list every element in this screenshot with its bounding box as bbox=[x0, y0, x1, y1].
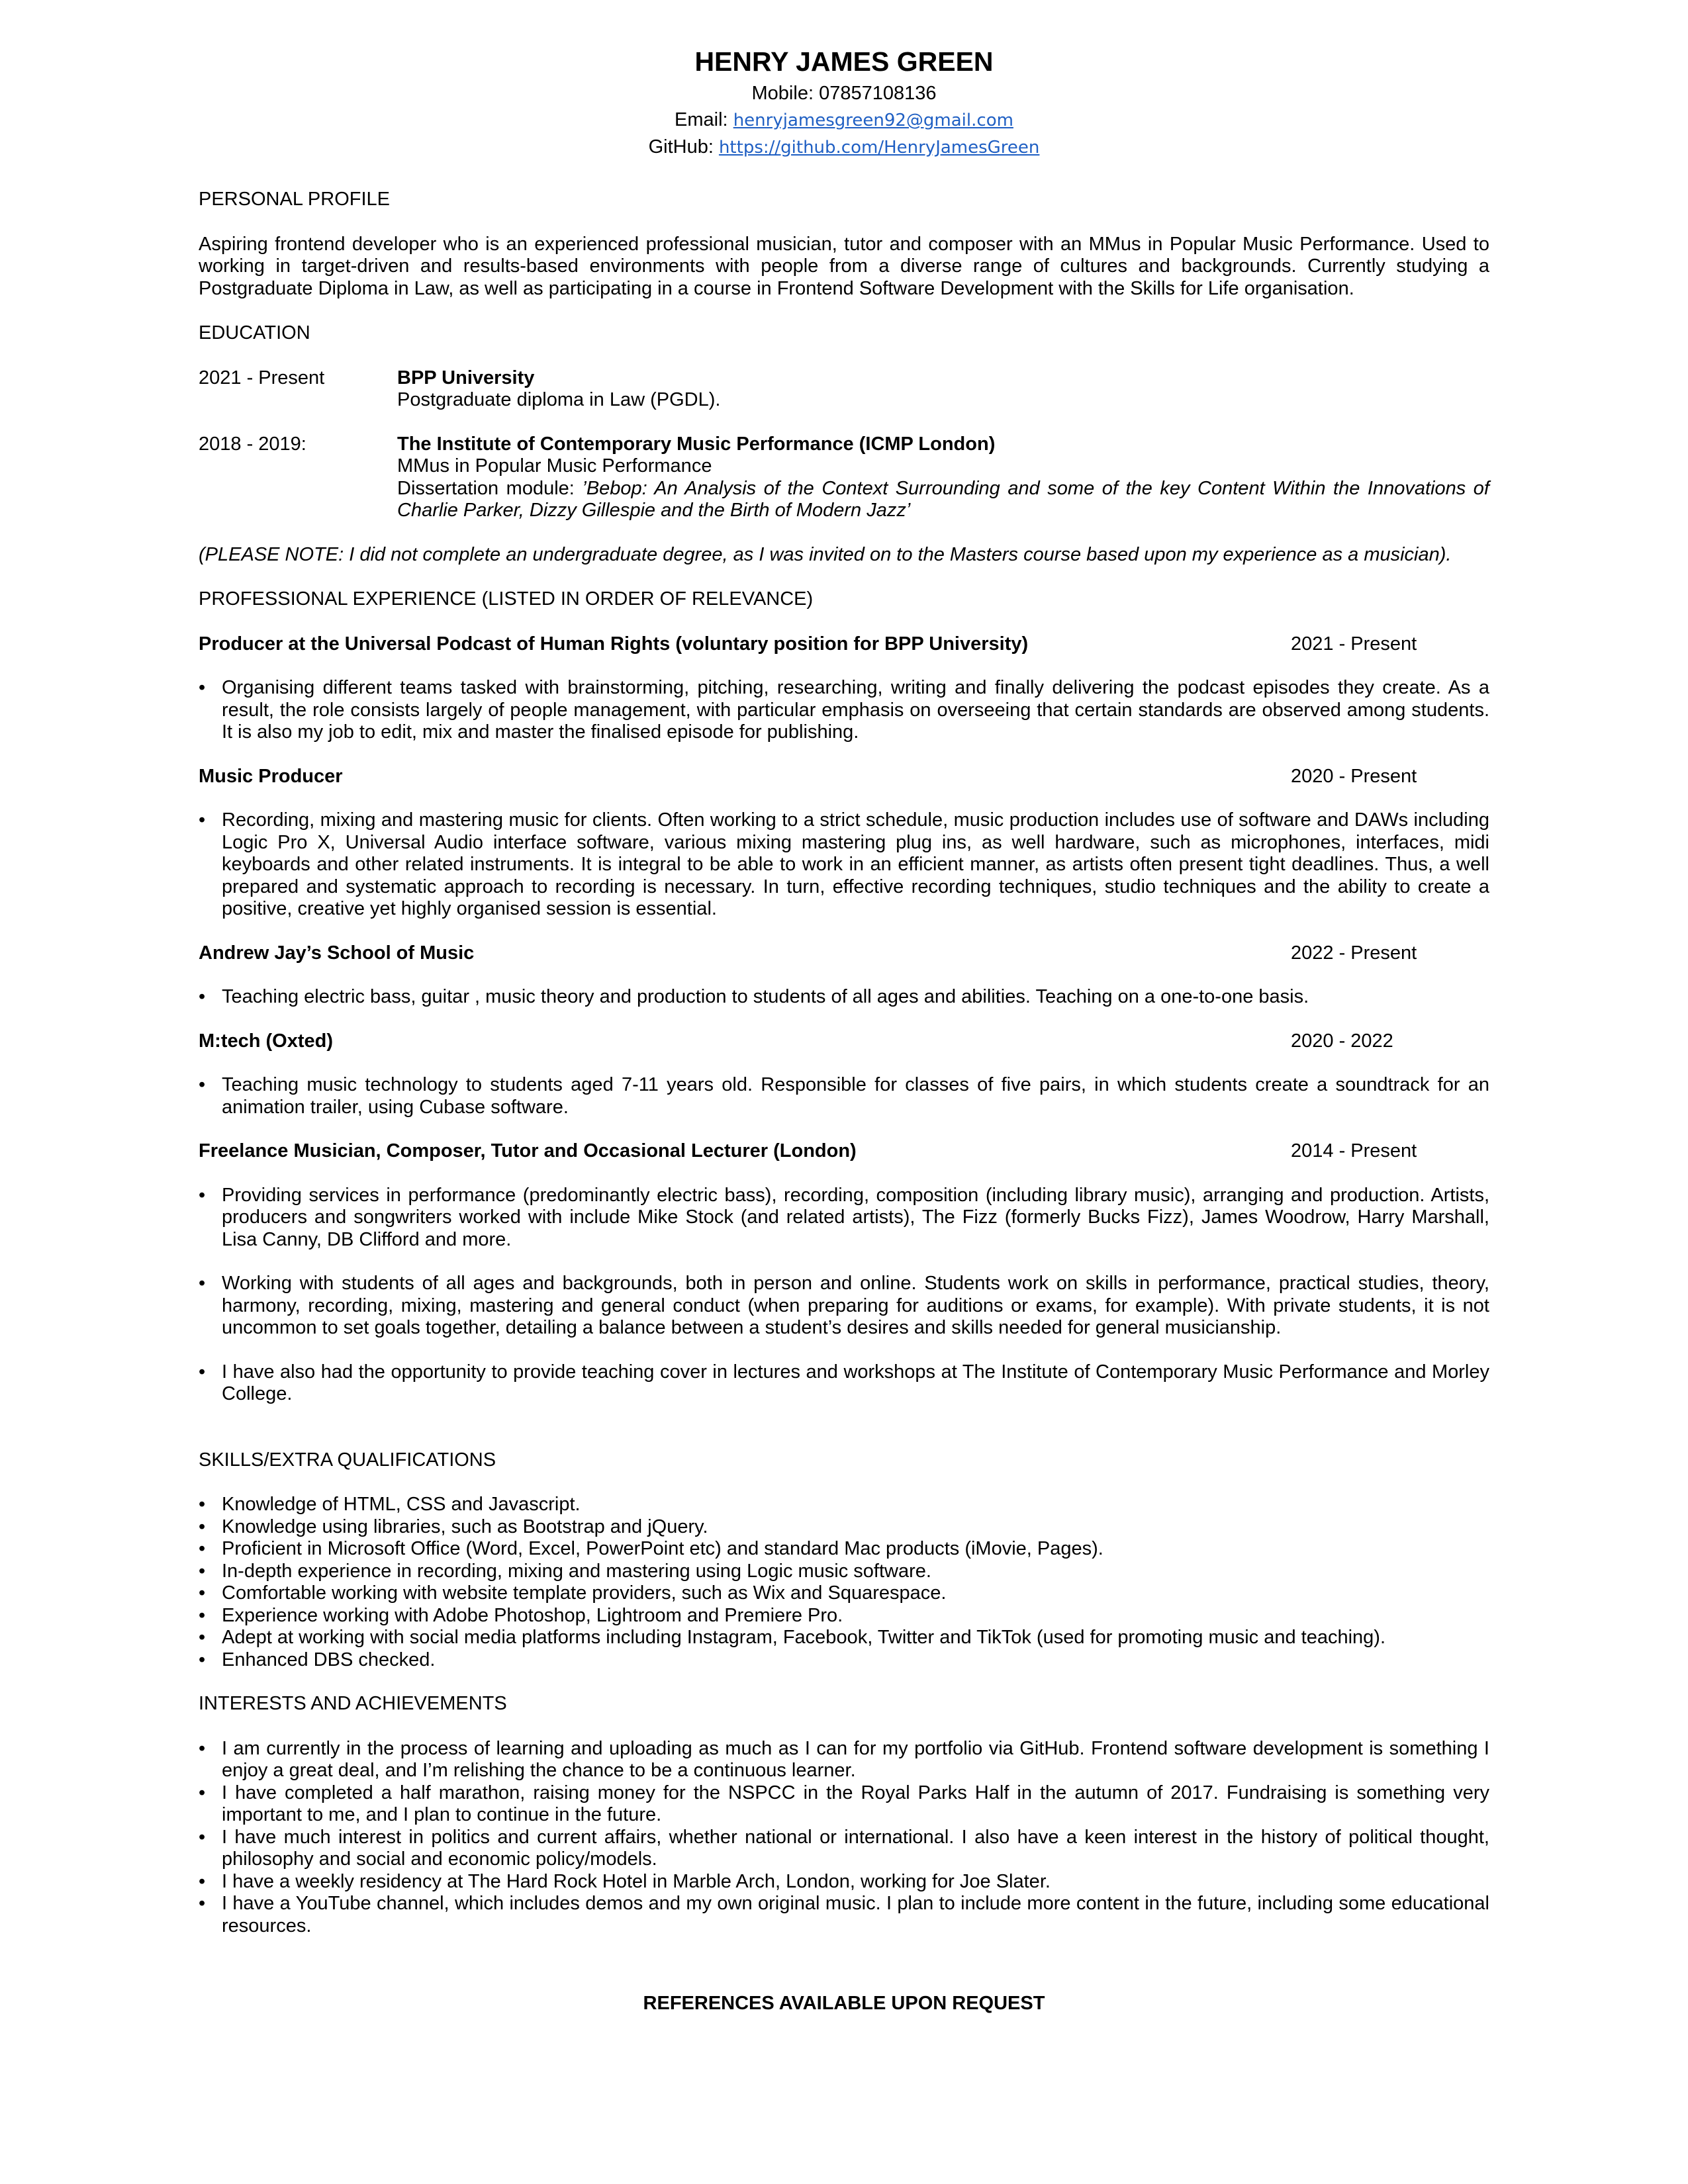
dissertation-label: Dissertation module: bbox=[397, 477, 583, 499]
skills-heading: SKILLS/EXTRA QUALIFICATIONS bbox=[199, 1449, 496, 1471]
mobile-number: 07857108136 bbox=[819, 83, 937, 104]
interest-item: • I have a YouTube channel, which includes demos and my own original music. I plan to include more content in the future, including some educational resources. bbox=[199, 1893, 1489, 1937]
job-bullets bbox=[199, 1074, 1489, 1118]
skill-item: • Enhanced DBS checked. bbox=[199, 1649, 1489, 1672]
interest-item: • I have completed a half marathon, raising money for the NSPCC in the Royal Parks Half in the autumn of 2017. Fundraising is something very important to me, and I plan to continue in the future. bbox=[199, 1782, 1489, 1827]
interest-item: • I have much interest in politics and current affairs, whether national or international. I also have a keen interest in the history of political thought, philosophy and social and economic policy/models. bbox=[199, 1827, 1489, 1871]
dissertation-line bbox=[397, 478, 1489, 522]
education-note: (PLEASE NOTE: I did not complete an undergraduate degree, as I was invited on to the Masters course based upon my experience as a musician). bbox=[199, 543, 1452, 565]
job-date: 2022 - Present bbox=[1291, 942, 1417, 964]
job-bullets bbox=[199, 809, 1489, 921]
github-label: GitHub: bbox=[648, 136, 719, 158]
skills-list bbox=[199, 1494, 1489, 1671]
experience-heading: PROFESSIONAL EXPERIENCE (LISTED IN ORDER OF RELEVANCE) bbox=[199, 588, 814, 610]
interests-list bbox=[199, 1738, 1489, 1938]
email-label: Email: bbox=[675, 109, 733, 130]
job-header bbox=[199, 1030, 1489, 1053]
job-title: Freelance Musician, Composer, Tutor and Occasional Lecturer (London) bbox=[199, 1140, 857, 1161]
mobile-label: Mobile: bbox=[751, 83, 820, 104]
education-heading: EDUCATION bbox=[199, 322, 310, 343]
interest-item: • I have a weekly residency at The Hard Rock Hotel in Marble Arch, London, working for Joe Slater. bbox=[199, 1871, 1489, 1893]
job-date: 2021 - Present bbox=[1291, 633, 1417, 655]
education-date: 2021 - Present bbox=[199, 367, 325, 388]
skill-item: • Knowledge of HTML, CSS and Javascript. bbox=[199, 1494, 1489, 1516]
job-header bbox=[199, 766, 1489, 788]
job-date: 2014 - Present bbox=[1291, 1140, 1417, 1161]
skill-item: • Adept at working with social media platforms including Instagram, Facebook, Twitter and TikTok (used for promoting music and teaching). bbox=[199, 1627, 1489, 1649]
profile-heading: PERSONAL PROFILE bbox=[199, 189, 391, 210]
skill-item: • In-depth experience in recording, mixing and mastering using Logic music software. bbox=[199, 1561, 1489, 1583]
job-title: Andrew Jay’s School of Music bbox=[199, 942, 475, 964]
profile-text: Aspiring frontend developer who is an experienced professional musician, tutor and composer with an MMus in Popular Music Performance. Used to working in target-driven and results-based environments with people from a diverse range of cultures and backgrounds. Currently studying a Postgraduate Diploma in Law, as well as participating in a course in Frontend Software Development with the Skills for Life organisation. bbox=[199, 233, 1489, 299]
interest-item: • I am currently in the process of learning and uploading as much as I can for my portfolio via GitHub. Frontend software development is something I enjoy a great deal, and I’m relishing the chance to be a continuous learner. bbox=[199, 1738, 1489, 1782]
education-entry bbox=[199, 367, 1489, 412]
email-line bbox=[199, 107, 1489, 134]
education-course: Postgraduate diploma in Law (PGDL). bbox=[397, 389, 721, 410]
job-bullets bbox=[199, 677, 1489, 744]
education-details bbox=[397, 433, 1489, 522]
skill-item: • Experience working with Adobe Photoshop, Lightroom and Premiere Pro. bbox=[199, 1605, 1489, 1627]
email-link[interactable]: henryjamesgreen92@gmail.com bbox=[733, 111, 1013, 130]
interests-heading: INTERESTS AND ACHIEVEMENTS bbox=[199, 1693, 507, 1714]
mobile-line bbox=[199, 80, 1489, 107]
section-spacer bbox=[199, 1428, 1489, 1449]
skill-item: • Proficient in Microsoft Office (Word, Excel, PowerPoint etc) and standard Mac products (iMovie, Pages). bbox=[199, 1538, 1489, 1561]
job-header bbox=[199, 633, 1489, 656]
job-bullet: • Working with students of all ages and backgrounds, both in person and online. Students work on skills in performance, practical studies, theory, harmony, recording, mixing, mastering and general conduct (when preparing for auditions or exams, for example). With private students, it is not uncommon to set goals together, detailing a balance between a student’s desires and skills needed for general musicianship. bbox=[199, 1273, 1489, 1340]
job-bullet: • Teaching music technology to students aged 7-11 years old. Responsible for classes of five pairs, in which students create a soundtrack for an animation trailer, using Cubase software. bbox=[199, 1074, 1489, 1118]
references-note: REFERENCES AVAILABLE UPON REQUEST bbox=[643, 1993, 1045, 2014]
job-title: M:tech (Oxted) bbox=[199, 1030, 333, 1052]
skill-item: • Comfortable working with website template providers, such as Wix and Squarespace. bbox=[199, 1582, 1489, 1605]
education-institution: The Institute of Contemporary Music Performance (ICMP London) bbox=[397, 433, 996, 455]
job-header bbox=[199, 942, 1489, 965]
education-date: 2018 - 2019: bbox=[199, 433, 306, 455]
job-bullets bbox=[199, 1185, 1489, 1406]
job-bullet: • Recording, mixing and mastering music for clients. Often working to a strict schedule, music production includes use of software and DAWs including Logic Pro X, Universal Audio interface software, various mixing mastering plug ins, as well hardware, such as microphones, interfaces, midi keyboards and other related instruments. It is integral to be able to work in an efficient manner, as artists often present tight deadlines. Thus, a well prepared and systematic approach to recording is necessary. In turn, effective recording techniques, studio techniques and the ability to create a positive, creative yet highly organised session is essential. bbox=[199, 809, 1489, 921]
github-link[interactable]: https://github.com/HenryJamesGreen bbox=[718, 138, 1040, 158]
job-bullet: • Organising different teams tasked with brainstorming, pitching, researching, writing and finally delivering the podcast episodes they create. As a result, the role consists largely of people management, with particular emphasis on overseeing that certain standards are observed among students. It is also my job to edit, mix and master the finalised episode for publishing. bbox=[199, 677, 1489, 744]
job-title: Producer at the Universal Podcast of Human Rights (voluntary position for BPP University) bbox=[199, 633, 1029, 655]
job-date: 2020 - 2022 bbox=[1291, 1030, 1393, 1052]
job-header bbox=[199, 1140, 1489, 1163]
education-institution: BPP University bbox=[397, 367, 535, 388]
job-bullets bbox=[199, 986, 1489, 1009]
job-bullet: • Teaching electric bass, guitar , music theory and production to students of all ages and abilities. Teaching on a one-to-one basis. bbox=[199, 986, 1489, 1009]
resume-header bbox=[199, 44, 1489, 161]
job-bullet: • Providing services in performance (predominantly electric bass), recording, composition (including library music), arranging and production. Artists, producers and songwriters worked with include Mike Stock (and related artists), The Fizz (formerly Bucks Fizz), James Woodrow, Harry Marshall, Lisa Canny, DB Clifford and more. bbox=[199, 1185, 1489, 1251]
resume-page bbox=[199, 44, 1489, 2015]
education-details bbox=[397, 367, 1489, 412]
dissertation-title: ’Bebop: An Analysis of the Context Surrounding and some of the key Content Within the Innovations of Charlie Parker, Dizzy Gillespie and the Birth of Modern Jazz’ bbox=[397, 477, 1489, 521]
skill-item: • Knowledge using libraries, such as Bootstrap and jQuery. bbox=[199, 1516, 1489, 1539]
education-entry bbox=[199, 433, 1489, 522]
education-course: MMus in Popular Music Performance bbox=[397, 455, 712, 477]
job-date: 2020 - Present bbox=[1291, 765, 1417, 787]
candidate-name: HENRY JAMES GREEN bbox=[694, 46, 994, 77]
job-title: Music Producer bbox=[199, 765, 343, 787]
github-line bbox=[199, 134, 1489, 161]
job-bullet: • I have also had the opportunity to provide teaching cover in lectures and workshops at The Institute of Contemporary Music Performance and Morley College. bbox=[199, 1361, 1489, 1406]
